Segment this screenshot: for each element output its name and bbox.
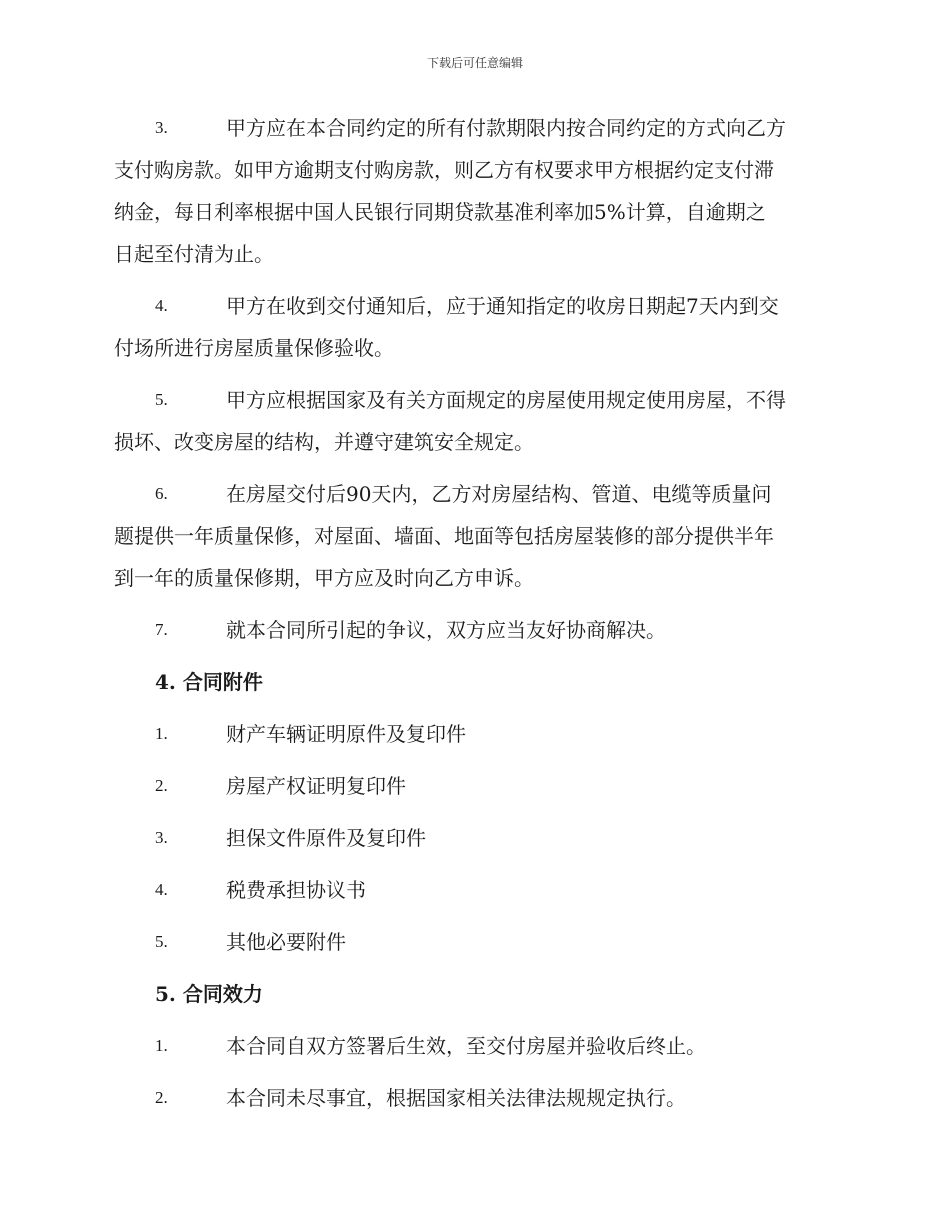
item-number: 3. xyxy=(155,118,168,137)
clause-text: 到一年的质量保修期，甲方应及时向乙方申诉。 xyxy=(114,566,534,590)
list-item xyxy=(0,822,950,854)
clause-text: 支付购房款。如甲方逾期支付购房款，则乙方有权要求甲方根据约定支付滞 xyxy=(114,158,774,182)
clause-text: 甲方应在本合同约定的所有付款期限内按合同约定的方式向乙方 xyxy=(226,116,786,140)
section-heading-validity: 5. 合同效力 xyxy=(155,982,263,1006)
clause-text: 在房屋交付后90天内，乙方对房屋结构、管道、电缆等质量问 xyxy=(226,482,772,506)
item-number: 4. xyxy=(155,296,168,315)
list-item-text: 房屋产权证明复印件 xyxy=(226,774,406,798)
list-item xyxy=(0,1030,950,1062)
list-item-text: 担保文件原件及复印件 xyxy=(226,826,426,850)
list-item xyxy=(0,926,950,958)
item-number: 7. xyxy=(155,620,168,639)
list-item-text: 本合同自双方签署后生效，至交付房屋并验收后终止。 xyxy=(226,1034,706,1058)
clause-text: 甲方应根据国家及有关方面规定的房屋使用规定使用房屋，不得 xyxy=(226,388,786,412)
clause-text: 损坏、改变房屋的结构，并遵守建筑安全规定。 xyxy=(114,430,534,454)
list-item xyxy=(0,718,950,750)
item-number: 1. xyxy=(155,724,168,743)
item-number: 2. xyxy=(155,776,168,795)
list-item-text: 其他必要附件 xyxy=(226,930,346,954)
clause-text: 甲方在收到交付通知后，应于通知指定的收房日期起7天内到交 xyxy=(226,294,779,318)
list-item-text: 财产车辆证明原件及复印件 xyxy=(226,722,466,746)
section-heading-attachments: 4. 合同附件 xyxy=(155,670,263,694)
list-item xyxy=(0,770,950,802)
clause-text: 纳金，每日利率根据中国人民银行同期贷款基准利率加5%计算，自逾期之 xyxy=(114,200,766,224)
item-number: 5. xyxy=(155,390,168,409)
clause-text: 就本合同所引起的争议，双方应当友好协商解决。 xyxy=(226,618,666,642)
item-number: 6. xyxy=(155,484,168,503)
clause-text: 题提供一年质量保修，对屋面、墙面、地面等包括房屋装修的部分提供半年 xyxy=(114,524,774,548)
page-header: 下载后可任意编辑 xyxy=(426,56,523,70)
list-item-text: 税费承担协议书 xyxy=(226,878,366,902)
clause-text: 付场所进行房屋质量保修验收。 xyxy=(114,336,394,360)
item-number: 3. xyxy=(155,828,168,847)
clause-text: 日起至付清为止。 xyxy=(114,242,274,266)
item-number: 1. xyxy=(155,1036,168,1055)
item-number: 5. xyxy=(155,932,168,951)
list-item-text: 本合同未尽事宜，根据国家相关法律法规规定执行。 xyxy=(226,1086,686,1110)
item-number: 4. xyxy=(155,880,168,899)
list-item xyxy=(0,874,950,906)
item-number: 2. xyxy=(155,1088,168,1107)
list-item xyxy=(0,1082,950,1114)
